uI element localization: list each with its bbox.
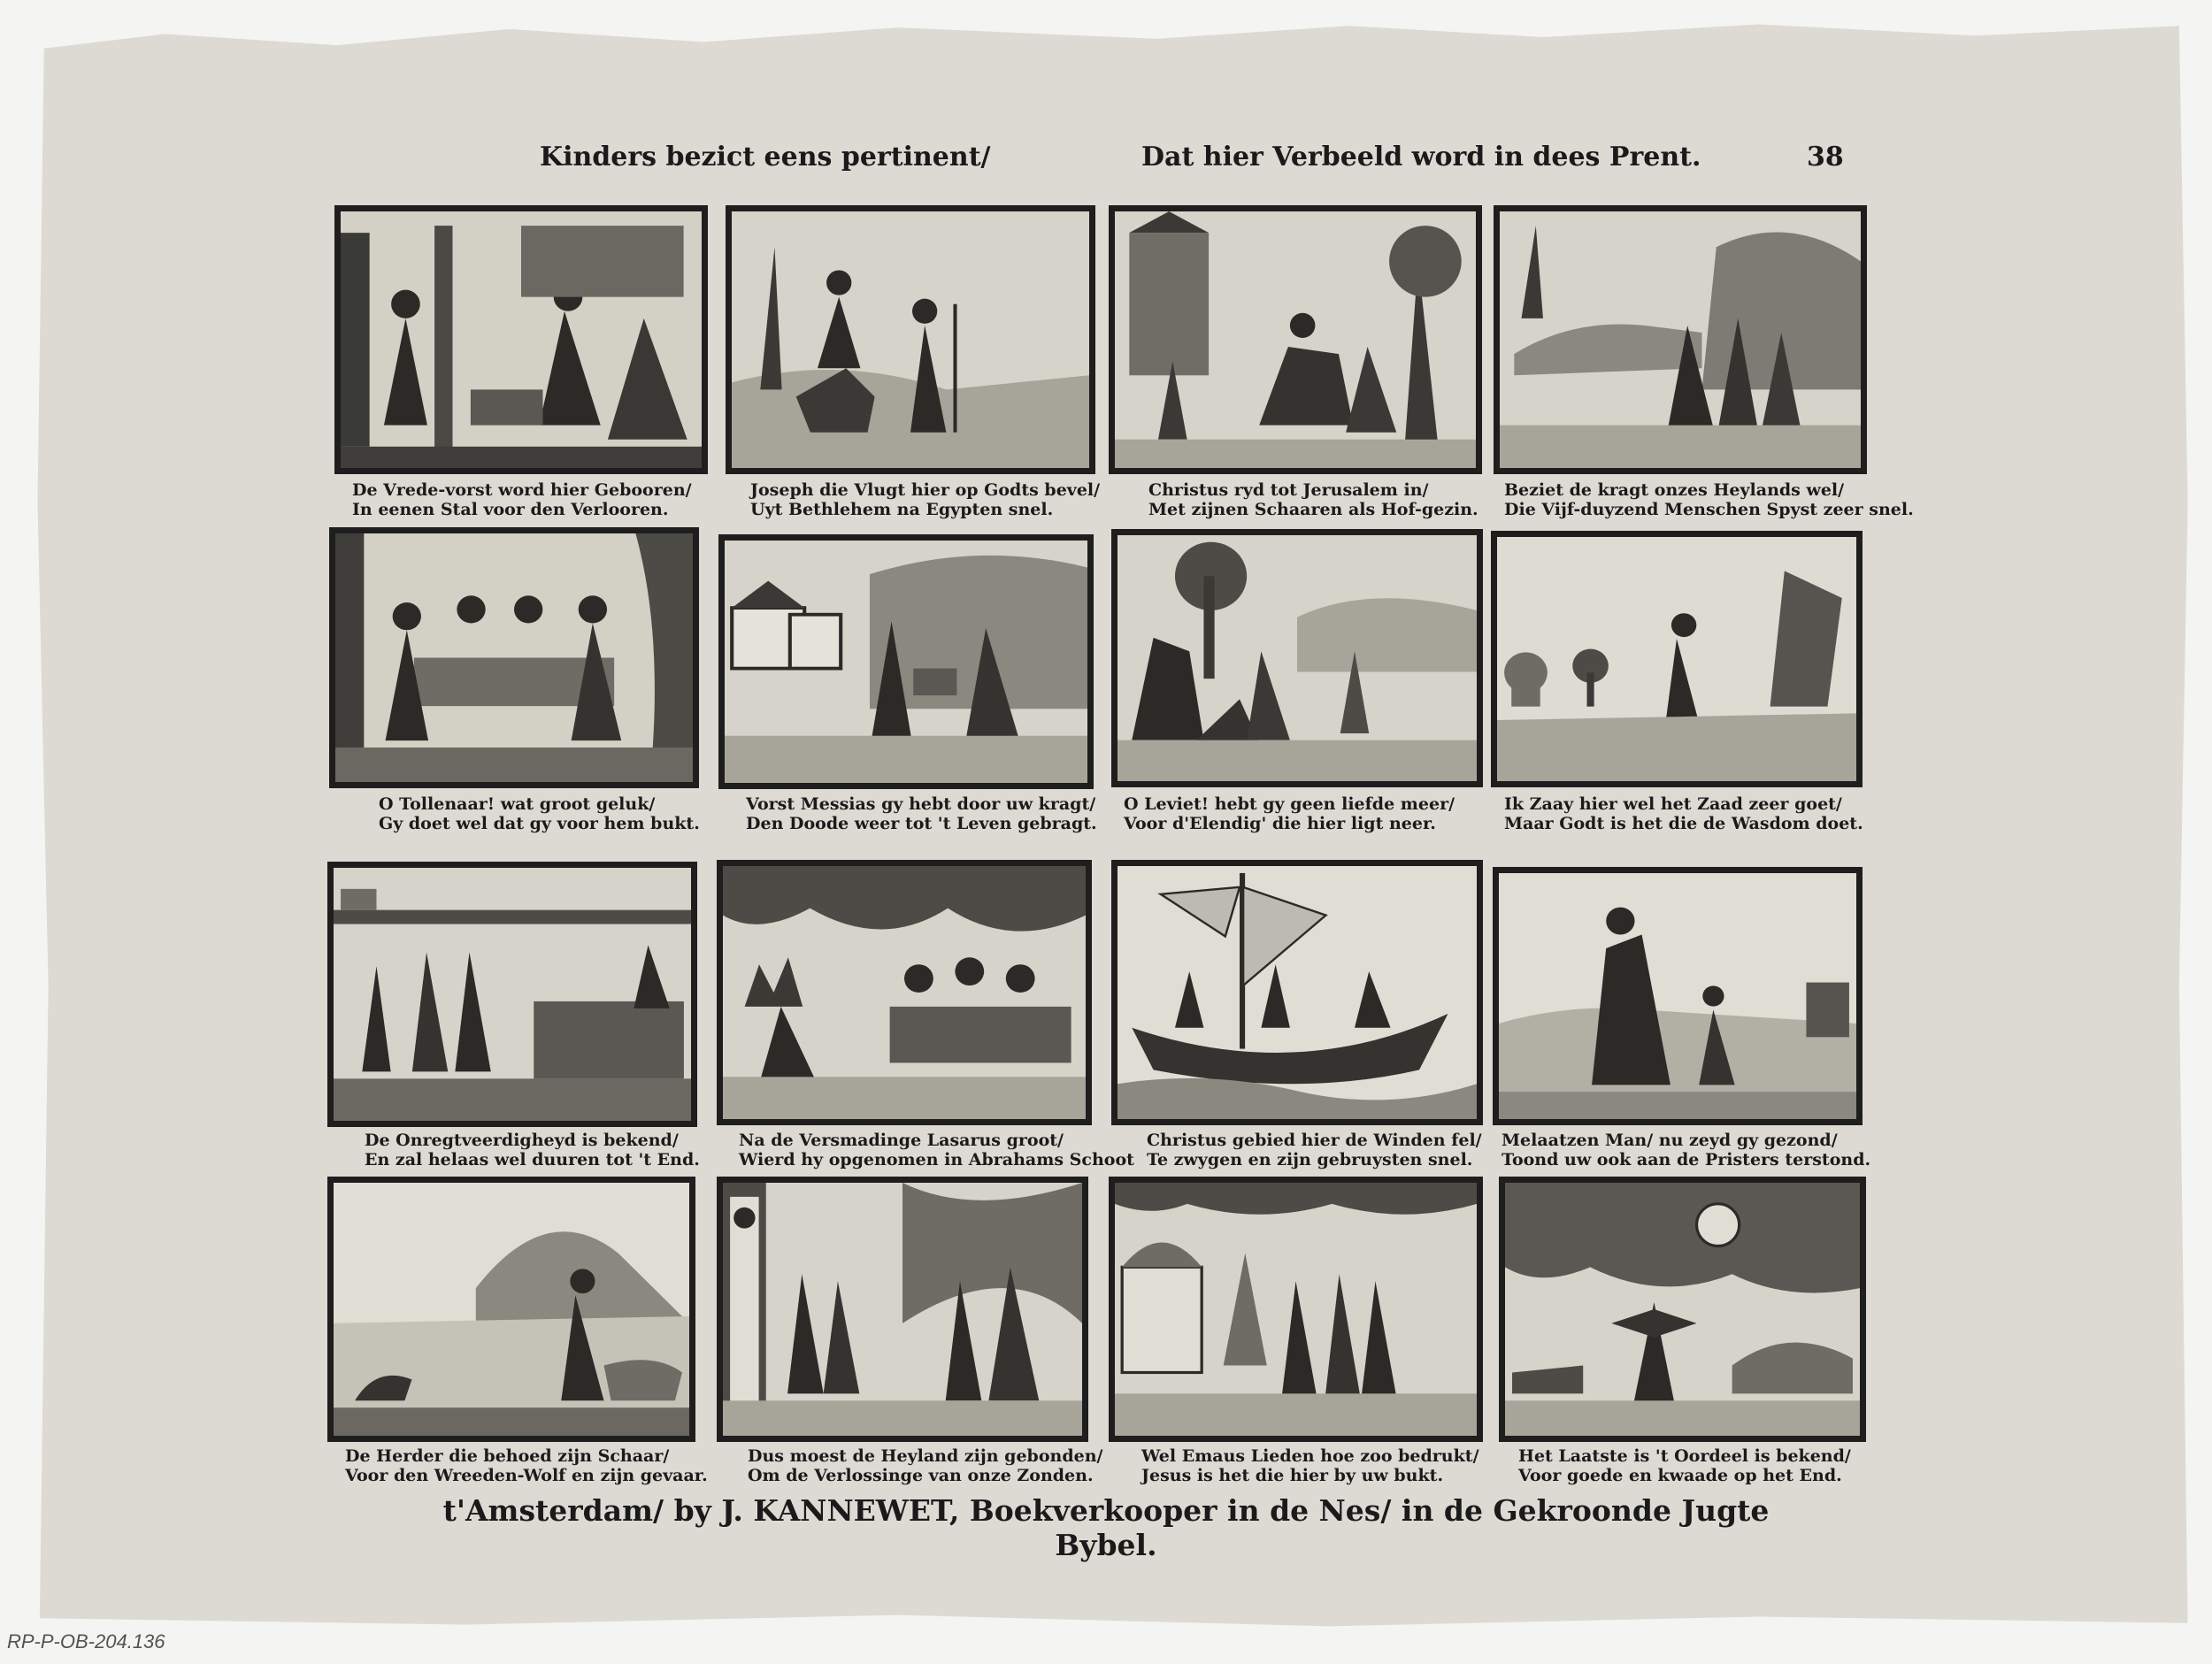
emmaus-woodcut xyxy=(1115,1183,1477,1436)
woodcut-panel-14 xyxy=(717,1177,1088,1442)
sower-woodcut xyxy=(1497,537,1856,781)
page-number: 38 xyxy=(1807,142,1844,173)
last-judgment-woodcut xyxy=(1505,1183,1860,1436)
panel-11-caption: Christus gebied hier de Winden fel/ Te zwygen en zijn gebruysten snel. xyxy=(1147,1131,1482,1169)
woodcut-panel-11 xyxy=(1111,860,1483,1125)
panel-10-caption: Na de Versmadinge Lasarus groot/ Wierd hy opgenomen in Abrahams Schoot xyxy=(739,1131,1134,1169)
woodcut-panel-1 xyxy=(334,205,708,474)
woodcut-panel-2 xyxy=(726,205,1095,474)
panel-1-caption: De Vrede-vorst word hier Gebooren/ In eenen Stal voor den Verlooren. xyxy=(352,480,692,519)
panel-16-caption: Het Laatste is 't Oordeel is bekend/ Voor goede en kwaade op het End. xyxy=(1518,1446,1851,1485)
woodcut-panel-15 xyxy=(1109,1177,1483,1442)
woodcut-panel-9 xyxy=(327,862,697,1127)
catalog-number: RP-P-OB-204.136 xyxy=(7,1630,165,1652)
panel-13-caption: De Herder die behoed zijn Schaar/ Voor den Wreeden-Wolf en zijn gevaar. xyxy=(345,1446,708,1485)
header-left-verse: Kinders bezict eens pertinent/ xyxy=(540,142,991,173)
woodcut-panel-6 xyxy=(718,534,1094,789)
woodcut-panel-8 xyxy=(1491,531,1863,787)
panel-9-caption: De Onregtveerdigheyd is bekend/ En zal helaas wel duuren tot 't End. xyxy=(365,1131,700,1169)
calming-storm-woodcut xyxy=(1118,866,1477,1119)
woodcut-panel-5 xyxy=(329,527,699,788)
leper-woodcut xyxy=(1499,873,1856,1119)
panel-15-caption: Wel Emaus Lieden hoe zoo bedrukt/ Jesus is het die hier by uw bukt. xyxy=(1141,1446,1479,1485)
panel-3-caption: Christus ryd tot Jerusalem in/ Met zijnen Schaaren als Hof-gezin. xyxy=(1148,480,1479,519)
feeding-five-thousand-woodcut xyxy=(1500,211,1861,468)
woodcut-panel-16 xyxy=(1499,1177,1866,1442)
panel-6-caption: Vorst Messias gy hebt door uw kragt/ Den Doode weer tot 't Leven gebragt. xyxy=(746,794,1097,833)
header-right-verse: Dat hier Verbeeld word in dees Prent. xyxy=(1141,142,1701,173)
christ-bound-woodcut xyxy=(723,1183,1082,1436)
woodcut-panel-7 xyxy=(1111,529,1483,787)
woodcut-panel-13 xyxy=(327,1177,695,1442)
tax-collector-woodcut xyxy=(335,533,693,782)
nativity-woodcut xyxy=(341,211,702,468)
lazarus-woodcut xyxy=(723,866,1086,1119)
panel-8-caption: Ik Zaay hier wel het Zaad zeer goet/ Maar Godt is het die de Wasdom doet. xyxy=(1504,794,1863,833)
woodcut-panel-3 xyxy=(1109,205,1482,474)
unjust-steward-woodcut xyxy=(334,868,691,1121)
woodcut-panel-4 xyxy=(1494,205,1867,474)
good-shepherd-woodcut xyxy=(334,1183,689,1436)
panel-5-caption: O Tollenaar! wat groot geluk/ Gy doet wel dat gy voor hem bukt. xyxy=(379,794,700,833)
panel-4-caption: Beziet de kragt onzes Heylands wel/ Die Vijf-duyzend Menschen Spyst zeer snel. xyxy=(1504,480,1914,519)
panel-14-caption: Dus moest de Heyland zijn gebonden/ Om de Verlossinge van onze Zonden. xyxy=(748,1446,1103,1485)
woodcut-panel-10 xyxy=(717,860,1092,1125)
raising-dead-woodcut xyxy=(725,541,1087,783)
panel-2-caption: Joseph die Vlugt hier op Godts bevel/ Uyt Bethlehem na Egypten snel. xyxy=(750,480,1101,519)
panel-12-caption: Melaatzen Man/ nu zeyd gy gezond/ Toond uw ook aan de Pristers terstond. xyxy=(1502,1131,1871,1169)
header xyxy=(0,142,2212,180)
entry-jerusalem-woodcut xyxy=(1115,211,1476,468)
panel-7-caption: O Leviet! hebt gy geen liefde meer/ Voor d'Elendig' die hier ligt neer. xyxy=(1124,794,1455,833)
flight-to-egypt-woodcut xyxy=(732,211,1089,468)
woodcut-panel-12 xyxy=(1493,867,1863,1125)
good-samaritan-woodcut xyxy=(1118,535,1477,781)
publisher-imprint: t'Amsterdam/ by J. KANNEWET, Boekverkooper in de Nes/ in de Gekroonde Jugte Bybel. xyxy=(442,1493,1770,1562)
